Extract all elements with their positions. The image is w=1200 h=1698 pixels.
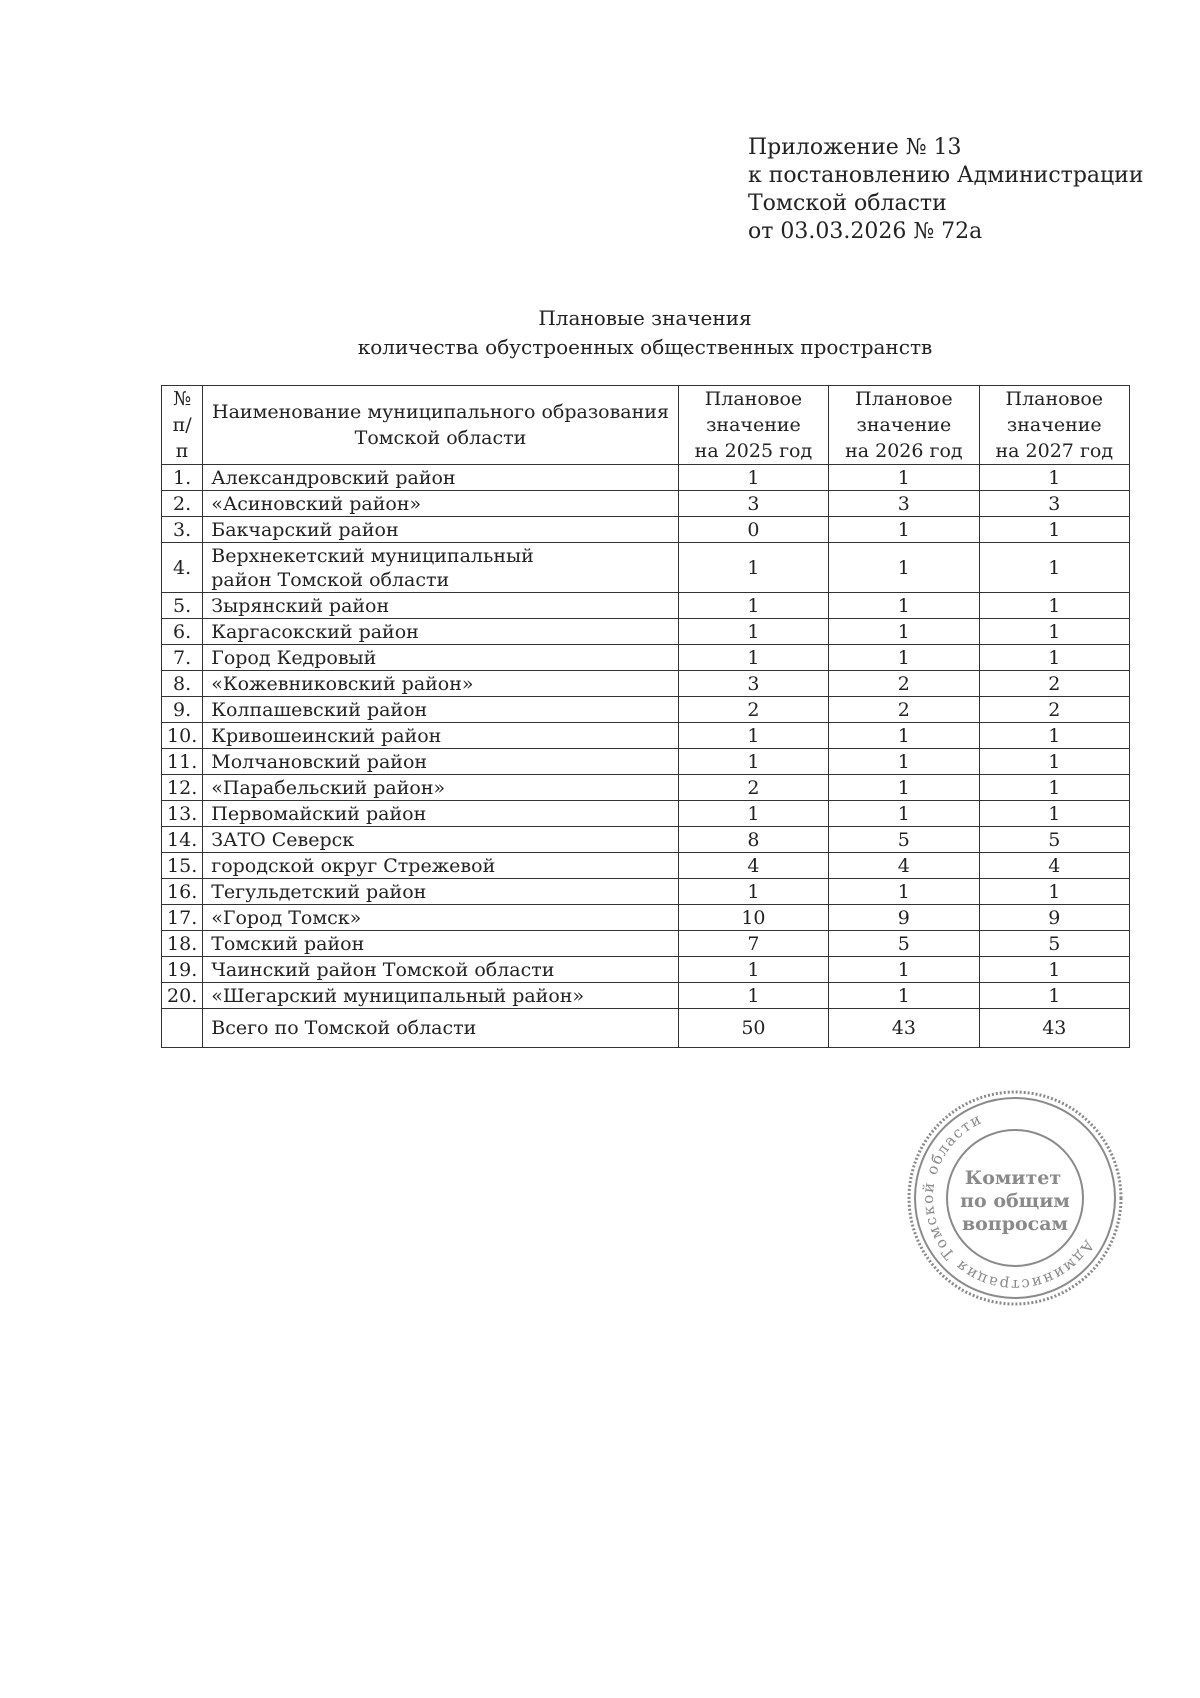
row-value-2026: 2 — [829, 671, 979, 697]
header-2025-line-3: на 2025 год — [694, 440, 813, 462]
row-value-2026: 4 — [829, 853, 979, 879]
row-name: городской округ Стрежевой — [203, 853, 678, 879]
row-number: 9. — [162, 697, 203, 723]
row-value-2025: 1 — [678, 983, 828, 1009]
header-2025 — [678, 386, 828, 465]
row-value-2026: 9 — [829, 905, 979, 931]
row-value-2026: 1 — [829, 957, 979, 983]
appendix-region: Томской области — [748, 191, 947, 216]
row-name: Зырянский район — [203, 593, 678, 619]
row-value-2026: 5 — [829, 827, 979, 853]
row-number: 10. — [162, 723, 203, 749]
row-value-2027: 3 — [979, 491, 1129, 517]
row-value-2027: 1 — [979, 775, 1129, 801]
row-value-2026: 1 — [829, 543, 979, 593]
header-2025-line-2: значение — [706, 414, 801, 436]
row-value-2025: 1 — [678, 723, 828, 749]
header-num — [162, 386, 203, 465]
row-name: Тегульдетский район — [203, 879, 678, 905]
header-2026 — [829, 386, 979, 465]
row-value-2027: 1 — [979, 517, 1129, 543]
row-number: 20. — [162, 983, 203, 1009]
table-row — [162, 543, 1130, 593]
row-value-2027: 1 — [979, 645, 1129, 671]
header-num-line-2: п/п — [172, 414, 192, 462]
row-number: 14. — [162, 827, 203, 853]
row-number: 2. — [162, 491, 203, 517]
table-row — [162, 593, 1130, 619]
row-number: 13. — [162, 801, 203, 827]
row-value-2027: 2 — [979, 697, 1129, 723]
row-number: 3. — [162, 517, 203, 543]
row-name: Каргасокский район — [203, 619, 678, 645]
row-value-2027: 1 — [979, 619, 1129, 645]
row-value-2027: 4 — [979, 853, 1129, 879]
header-2027-line-3: на 2027 год — [995, 440, 1114, 462]
row-value-2026: 1 — [829, 645, 979, 671]
row-value-2027: 1 — [979, 593, 1129, 619]
row-name: Колпашевский район — [203, 697, 678, 723]
row-number: 15. — [162, 853, 203, 879]
row-value-2027: 1 — [979, 801, 1129, 827]
row-name: «Кожевниковский район» — [203, 671, 678, 697]
row-value-2025: 1 — [678, 879, 828, 905]
stamp-center-line-2: по общим — [960, 1190, 1070, 1212]
row-value-2025: 4 — [678, 853, 828, 879]
row-value-2025: 3 — [678, 491, 828, 517]
row-value-2025: 2 — [678, 697, 828, 723]
total-value-2026: 43 — [829, 1009, 979, 1048]
row-number: 19. — [162, 957, 203, 983]
row-value-2026: 1 — [829, 619, 979, 645]
stamp-center-line-3: вопросам — [961, 1213, 1069, 1235]
table-row — [162, 983, 1130, 1009]
row-value-2025: 0 — [678, 517, 828, 543]
header-2026-line-2: значение — [856, 414, 952, 436]
row-number: 12. — [162, 775, 203, 801]
header-2026-line-1: Плановое — [855, 388, 953, 410]
row-name: Кривошеинский район — [203, 723, 678, 749]
row-name — [203, 543, 678, 593]
row-name: Александровский район — [203, 465, 678, 491]
table-row — [162, 905, 1130, 931]
table-row — [162, 801, 1130, 827]
total-value-2025: 50 — [678, 1009, 828, 1048]
header-name — [203, 386, 678, 465]
header-name-line-1: Наименование муниципального образования — [212, 401, 669, 423]
row-value-2026: 1 — [829, 517, 979, 543]
row-number: 6. — [162, 619, 203, 645]
row-value-2026: 1 — [829, 723, 979, 749]
total-value-2027: 43 — [979, 1009, 1129, 1048]
row-value-2027: 1 — [979, 543, 1129, 593]
header-2025-line-1: Плановое — [704, 388, 803, 410]
row-value-2026: 3 — [829, 491, 979, 517]
row-value-2026: 1 — [829, 775, 979, 801]
row-value-2026: 1 — [829, 593, 979, 619]
appendix-resolution: к постановлению Администрации — [748, 163, 1144, 188]
row-value-2026: 1 — [829, 879, 979, 905]
row-value-2027: 9 — [979, 905, 1129, 931]
table-row — [162, 645, 1130, 671]
row-name: Чаинский район Томской области — [203, 957, 678, 983]
row-value-2025: 8 — [678, 827, 828, 853]
row-number: 8. — [162, 671, 203, 697]
row-number: 17. — [162, 905, 203, 931]
appendix-header — [748, 134, 1144, 246]
official-stamp — [905, 1088, 1125, 1308]
row-number: 4. — [162, 543, 203, 593]
row-name: Первомайский район — [203, 801, 678, 827]
row-value-2027: 1 — [979, 465, 1129, 491]
header-num-line-1: № — [173, 388, 192, 410]
row-name: ЗАТО Северск — [203, 827, 678, 853]
row-value-2025: 10 — [678, 905, 828, 931]
row-name: «Асиновский район» — [203, 491, 678, 517]
table-row — [162, 465, 1130, 491]
row-name: Молчановский район — [203, 749, 678, 775]
row-value-2027: 5 — [979, 827, 1129, 853]
row-value-2025: 1 — [678, 593, 828, 619]
table-row — [162, 827, 1130, 853]
plan-table — [161, 385, 1130, 1048]
row-value-2026: 2 — [829, 697, 979, 723]
table-header-row — [162, 386, 1130, 465]
row-name: Томский район — [203, 931, 678, 957]
table-row — [162, 931, 1130, 957]
row-value-2025: 1 — [678, 957, 828, 983]
row-name: Город Кедровый — [203, 645, 678, 671]
table-row — [162, 749, 1130, 775]
table-row — [162, 957, 1130, 983]
row-value-2025: 1 — [678, 645, 828, 671]
document-title — [0, 304, 1200, 362]
table-row — [162, 491, 1130, 517]
total-number — [162, 1009, 203, 1048]
row-value-2027: 1 — [979, 723, 1129, 749]
row-value-2026: 1 — [829, 983, 979, 1009]
row-number: 5. — [162, 593, 203, 619]
table-row — [162, 671, 1130, 697]
row-name: «Шегарский муниципальный район» — [203, 983, 678, 1009]
row-value-2026: 5 — [829, 931, 979, 957]
header-2027-line-2: значение — [1006, 414, 1102, 436]
header-name-line-2: Томской области — [354, 427, 527, 449]
title-line-1: Плановые значения — [538, 306, 752, 330]
row-value-2027: 1 — [979, 983, 1129, 1009]
row-number: 7. — [162, 645, 203, 671]
row-value-2025: 1 — [678, 543, 828, 593]
appendix-date: от 03.03.2026 № 72а — [748, 219, 983, 244]
header-2026-line-3: на 2026 год — [845, 440, 963, 462]
table-row — [162, 697, 1130, 723]
table-row — [162, 723, 1130, 749]
row-number: 16. — [162, 879, 203, 905]
row-value-2026: 1 — [829, 801, 979, 827]
stamp-center-line-1: Комитет — [964, 1167, 1062, 1189]
total-row — [162, 1009, 1130, 1048]
table-row — [162, 879, 1130, 905]
row-value-2027: 2 — [979, 671, 1129, 697]
table-row — [162, 517, 1130, 543]
table-row — [162, 775, 1130, 801]
row-value-2025: 1 — [678, 465, 828, 491]
row-number: 18. — [162, 931, 203, 957]
title-line-2: количества обустроенных общественных пространств — [357, 335, 933, 359]
row-value-2025: 1 — [678, 749, 828, 775]
row-value-2025: 2 — [678, 775, 828, 801]
row-value-2027: 5 — [979, 931, 1129, 957]
row-value-2027: 1 — [979, 957, 1129, 983]
row-number: 11. — [162, 749, 203, 775]
row-value-2025: 1 — [678, 801, 828, 827]
row-value-2025: 7 — [678, 931, 828, 957]
row-value-2027: 1 — [979, 879, 1129, 905]
row-name-line-1: Верхнекетский муниципальный — [211, 544, 534, 567]
row-number: 1. — [162, 465, 203, 491]
row-value-2027: 1 — [979, 749, 1129, 775]
row-name: Бакчарский район — [203, 517, 678, 543]
total-name: Всего по Томской области — [203, 1009, 678, 1048]
appendix-number: Приложение № 13 — [748, 135, 962, 160]
header-2027 — [979, 386, 1129, 465]
stamp-ring-text: Администрация Томской области — [918, 1109, 1098, 1295]
row-value-2025: 3 — [678, 671, 828, 697]
table-row — [162, 619, 1130, 645]
row-value-2026: 1 — [829, 465, 979, 491]
header-2027-line-1: Плановое — [1005, 388, 1103, 410]
row-value-2026: 1 — [829, 749, 979, 775]
row-name: «Парабельский район» — [203, 775, 678, 801]
row-name: «Город Томск» — [203, 905, 678, 931]
row-name-line-2: район Томской области — [211, 568, 450, 591]
table-row — [162, 853, 1130, 879]
row-value-2025: 1 — [678, 619, 828, 645]
